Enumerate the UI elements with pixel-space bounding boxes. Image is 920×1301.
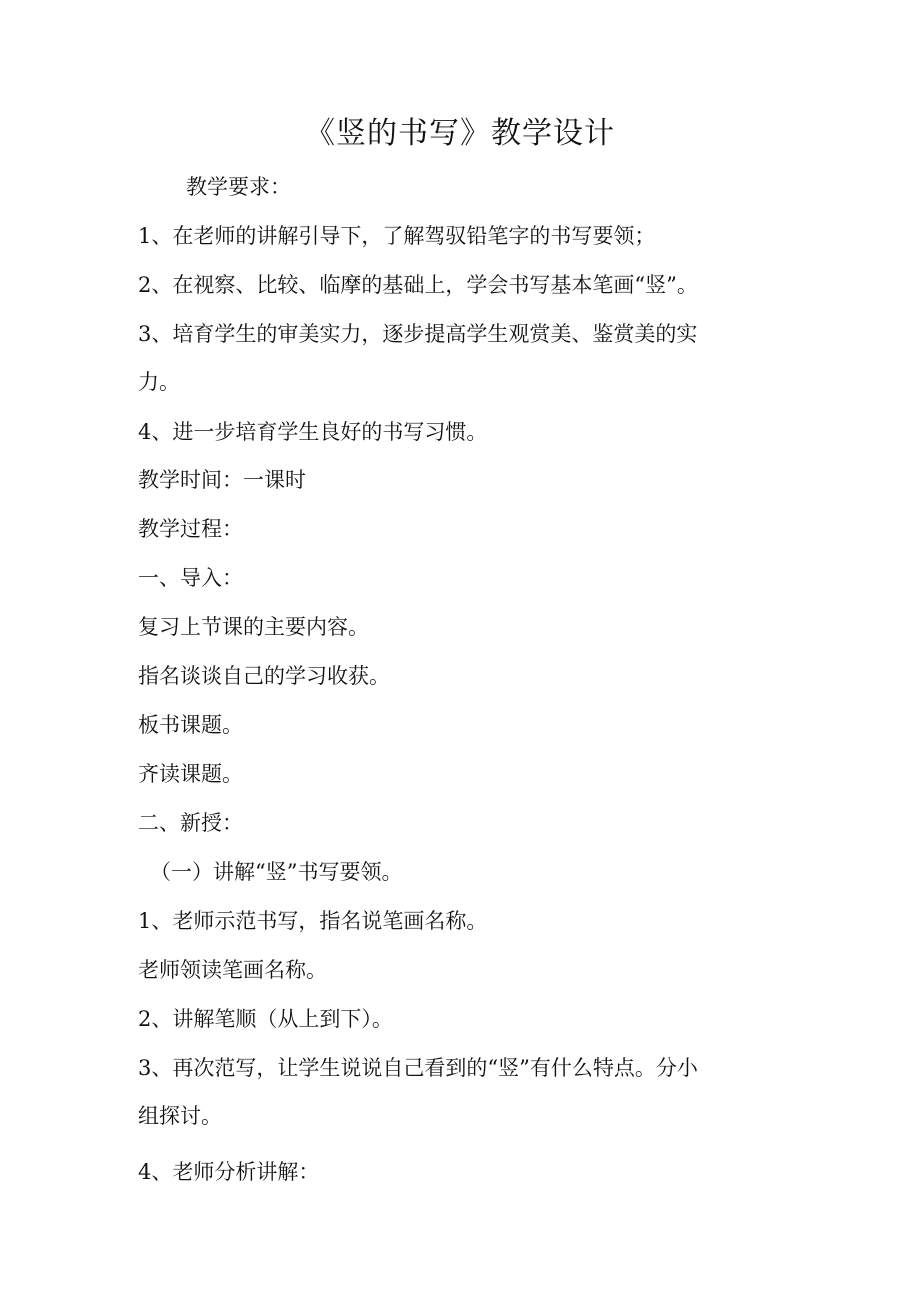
paragraph-line: 复习上节课的主要内容。	[138, 615, 369, 639]
paragraph-line: 3、培育学生的审美实力，逐步提高学生观赏美、鉴赏美的实	[138, 322, 698, 346]
paragraph-line: 1、老师示范书写，指名说笔画名称。	[138, 909, 488, 933]
paragraph-line: 1、在老师的讲解引导下，了解驾驭铅笔字的书写要领；	[138, 224, 656, 248]
paragraph-line: 4、进一步培育学生良好的书写习惯。	[138, 420, 488, 444]
section-heading-process: 教学过程：	[138, 517, 243, 541]
paragraph-line: 2、在视察、比较、临摩的基础上，学会书写基本笔画“竖”。	[138, 273, 698, 297]
section-heading-intro: 一、导入：	[138, 566, 243, 590]
paragraph-line: 4、老师分析讲解：	[138, 1160, 320, 1184]
section-heading-requirements: 教学要求：	[186, 175, 291, 199]
paragraph-line: 2、讲解笔顺（从上到下）。	[138, 1007, 393, 1031]
paragraph-line: 齐读课题。	[138, 762, 243, 786]
paragraph-line: 老师领读笔画名称。	[138, 958, 327, 982]
paragraph-line: 组探讨。	[138, 1104, 222, 1128]
paragraph-line: 教学时间：一课时	[138, 468, 306, 492]
subsection-heading: （一）讲解“竖”书写要领。	[150, 860, 403, 884]
section-heading-new-lesson: 二、新授：	[138, 811, 243, 835]
document-title: 《竖的书写》教学设计	[305, 116, 615, 151]
paragraph-line: 3、再次范写，让学生说说自己看到的“竖”有什么特点。分小	[138, 1056, 698, 1080]
paragraph-line: 指名谈谈自己的学习收获。	[138, 664, 390, 688]
paragraph-line: 板书课题。	[138, 713, 243, 737]
paragraph-line: 力。	[138, 370, 180, 394]
